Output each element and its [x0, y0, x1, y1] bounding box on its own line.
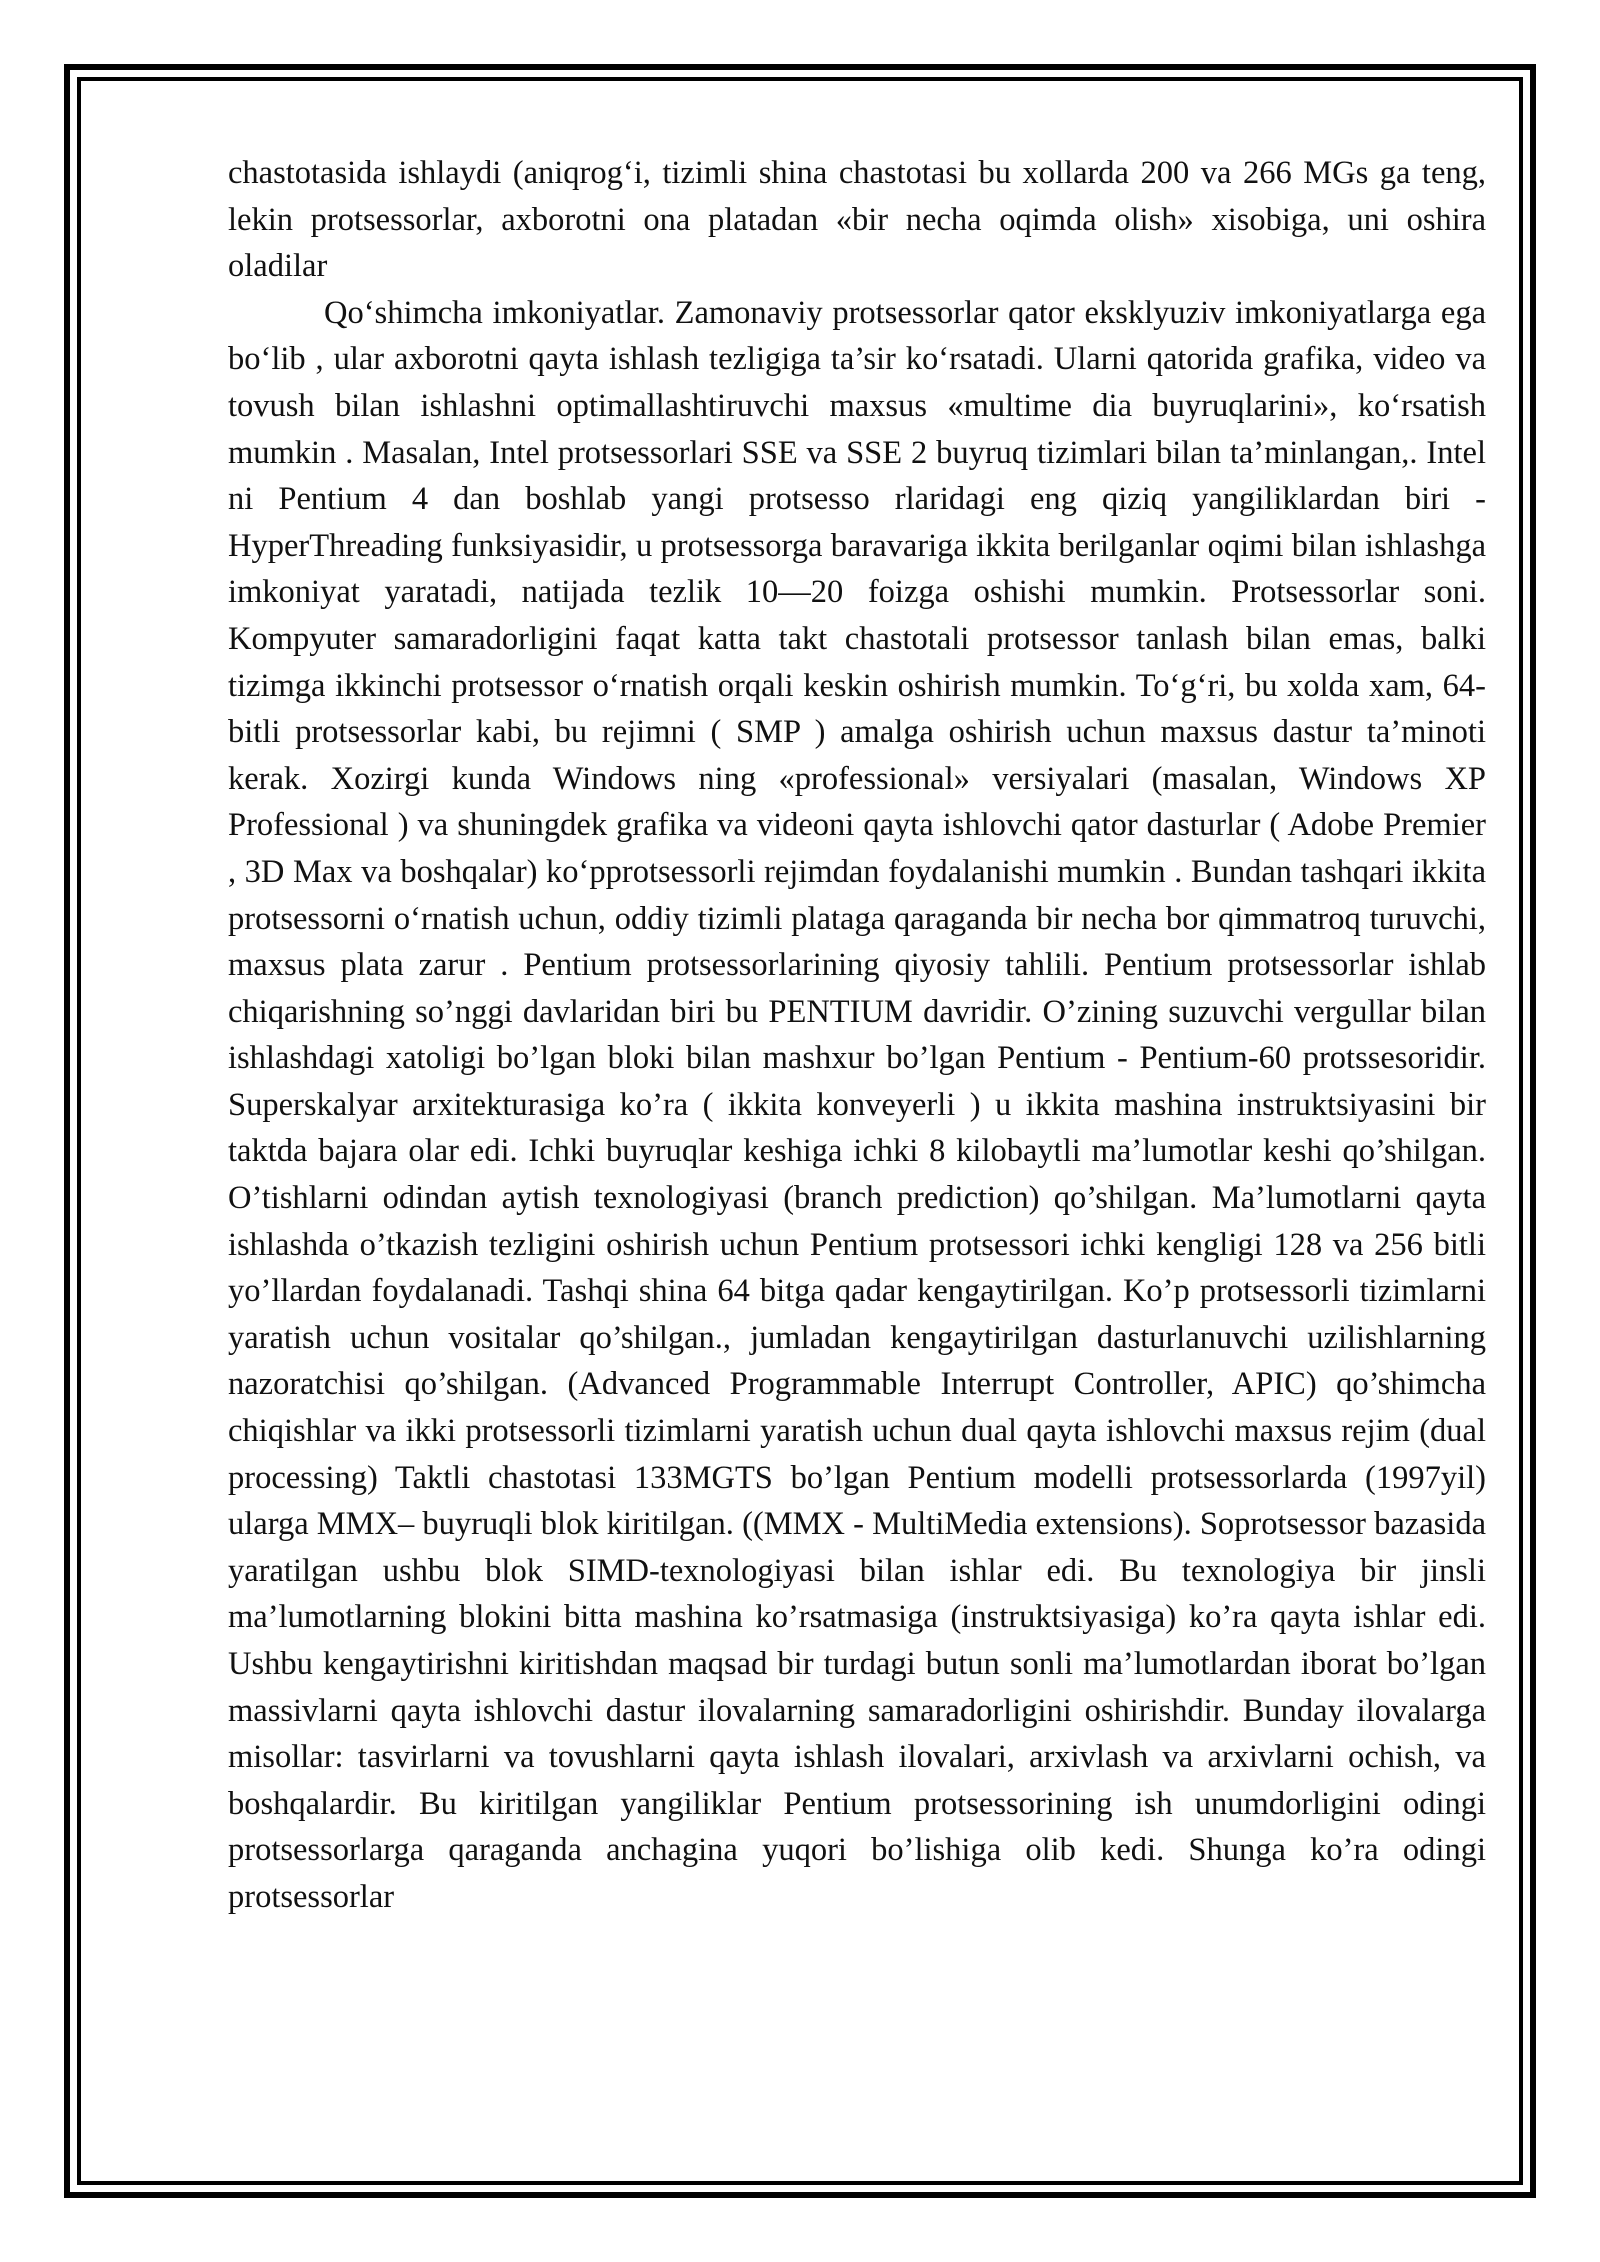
paragraph-1: chastotasida ishlaydi (aniqrog‘i, tizimli shina chastotasi bu xollarda 200 va 266 MGs ga teng, lekin protsessorlar, axborotni ona platadan «bir necha oqimda olish» xisobiga, uni oshira oladilar: [228, 155, 1486, 285]
document-body: [228, 150, 1486, 1921]
paragraph-2: Qo‘shimcha imkoniyatlar. Zamonaviy protsessorlar qator eksklyuziv imkoniyatlarga ega bo‘lib , ular axborotni qayta ishlash tezligiga ta’sir ko‘rsatadi. Ularni qatorida grafika, video va tovush bilan ishlashni optimallashtiruvchi maxsus «multime dia buyruqlarini», ko‘rsatish mumkin . Masalan, Intel protsessorlari SSE va SSE 2 buyruq tizimlari bilan ta’minlangan,. Intel ni Pentium 4 dan boshlab yangi protsesso rlaridagi eng qiziq yangiliklardan biri - HyperThreading funksiyasidir, u protsessorga baravariga ikkita berilganlar oqimi bilan ishlashga imkoniyat yaratadi, natijada tezlik 10—20 foizga oshishi mumkin. Protsessorlar soni. Kompyuter samaradorligini faqat katta takt chastotali protsessor tanlash bilan emas, balki tizimga ikkinchi protsessor o‘rnatish orqali keskin oshirish mumkin. To‘g‘ri, bu xolda xam, 64-bitli protsessorlar kabi, bu rejimni ( SMP ) amalga oshirish uchun maxsus dastur ta’minoti kerak. Xozirgi kunda Windows ning «professional» versiyalari (masalan, Windows XP Professional ) va shuningdek grafika va videoni qayta ishlovchi qator dasturlar ( Adobe Premier , 3D Max va boshqalar) ko‘pprotsessorli rejimdan foydalanishi mumkin . Bundan tashqari ikkita protsessorni o‘rnatish uchun, oddiy tizimli plataga qaraganda bir necha bor qimmatroq turuvchi, maxsus plata zarur . Pentium protsessorlarining qiyosiy tahlili. Pentium protsessorlar ishlab chiqarishning so’nggi davlaridan biri bu PENTIUM davridir. O’zining suzuvchi vergullar bilan ishlashdagi xatoligi bo’lgan bloki bilan mashxur bo’lgan Pentium - Pentium-60 protssesoridir. Superskalyar arxitekturasiga ko’ra ( ikkita konveyerli ) u ikkita mashina instruktsiyasini bir taktda bajara olar edi. Ichki buyruqlar keshiga ichki 8 kilobaytli ma’lumotlar keshi qo’shilgan. O’tishlarni odindan aytish texnologiyasi (branch prediction) qo’shilgan. Ma’lumotlarni qayta ishlashda o’tkazish tezligini oshirish uchun Pentium protsessori ichki kengligi 128 va 256 bitli yo’llardan foydalanadi. Tashqi shina 64 bitga qadar kengaytirilgan. Ko’p protsessorli tizimlarni yaratish uchun vositalar qo’shilgan., jumladan kengaytirilgan dasturlanuvchi uzilishlarning nazoratchisi qo’shilgan. (Advanced Programmable Interrupt Controller, APIC) qo’shimcha chiqishlar va ikki protsessorli tizimlarni yaratish uchun dual qayta ishlovchi maxsus rejim (dual processing) Taktli chastotasi 133MGTS bo’lgan Pentium modelli protsessorlarda (1997yil) ularga MMX– buyruqli blok kiritilgan. ((MMX - MultiMedia extensions). Soprotsessor bazasida yaratilgan ushbu blok SIMD-texnologiyasi bilan ishlar edi. Bu texnologiya bir jinsli ma’lumotlarning blokini bitta mashina ko’rsatmasiga (instruktsiyasiga) ko’ra qayta ishlar edi. Ushbu kengaytirishni kiritishdan maqsad bir turdagi butun sonli ma’lumotlardan iborat bo’lgan massivlarni qayta ishlovchi dastur ilovalarning samaradorligini oshirishdir. Bunday ilovalarga misollar: tasvirlarni va tovushlarni qayta ishlash ilovalari, arxivlash va arxivlarni ochish, va boshqalardir. Bu kiritilgan yangiliklar Pentium protsessorining ish unumdorligini odingi protsessorlarga qaraganda anchagina yuqori bo’lishiga olib kedi. Shunga ko’ra odingi protsessorlar: [228, 294, 1486, 1915]
